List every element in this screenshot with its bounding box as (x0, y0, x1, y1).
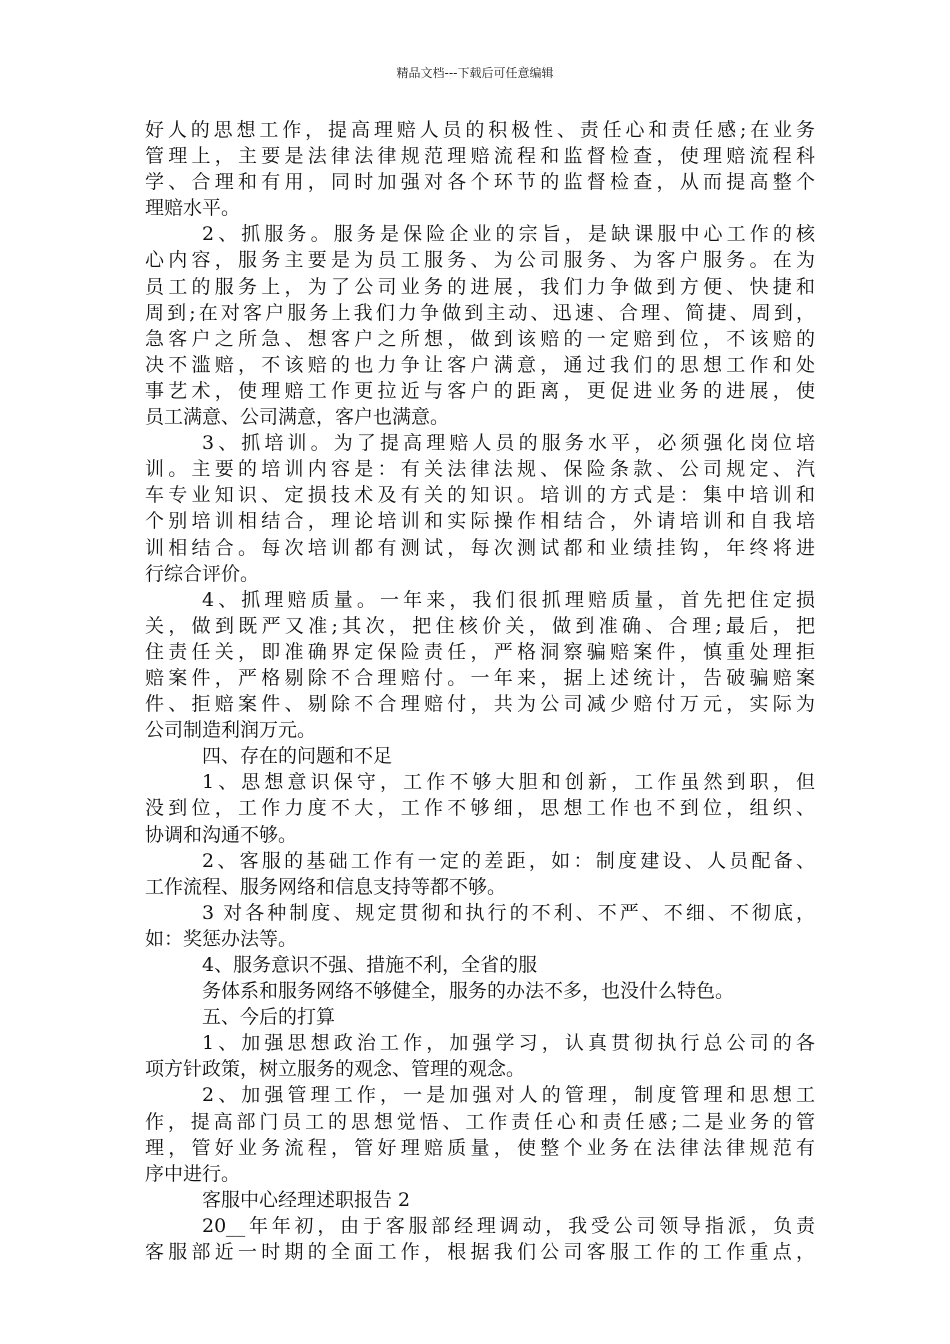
text-line: 没到位，工作力度不大，工作不够细，思想工作也不到位，组织、 (145, 797, 815, 820)
text-line: 住责任关，即准确界定保险责任，严格洞察骗赔案件，慎重处理拒 (145, 640, 815, 663)
text-line: 2、抓服务。服务是保险企业的宗旨，是缺课服中心工作的核 (202, 223, 815, 246)
text-line: 公司制造利润万元。 (145, 719, 317, 742)
text-line: 员工满意、公司满意，客户也满意。 (145, 406, 450, 429)
text-line: 急客户之所急、想客户之所想，做到该赔的一定赔到位，不该赔的 (145, 327, 815, 350)
text-line: 作，提高部门员工的思想觉悟、工作责任心和责任感;二是业务的管 (145, 1110, 815, 1133)
page-header: 精品文档---下载后可任意编辑 (396, 66, 554, 80)
text-line: 工作流程、服务网络和信息支持等都不够。 (145, 875, 507, 898)
section-heading: 五、今后的打算 (202, 1006, 336, 1029)
text-line: 理赔水平。 (145, 197, 241, 220)
text-line: 4、服务意识不强、措施不利，全省的服 (202, 954, 538, 976)
text-line: 员工的服务上，为了公司业务的进展，我们力争做到方便、快捷和 (145, 275, 815, 298)
text-line: 4、抓理赔质量。一年来，我们很抓理赔质量，首先把住定损 (202, 588, 815, 611)
text-line: 20__年年初，由于客服部经理调动，我受公司领导指派，负责 (202, 1214, 815, 1237)
text-line: 管理上，主要是法律法律规范理赔流程和监督检查，使理赔流程科 (145, 145, 815, 168)
text-line: 训。主要的培训内容是：有关法律法规、保险条款、公司规定、汽 (145, 458, 815, 481)
text-line: 2、加强管理工作，一是加强对人的管理，制度管理和思想工 (202, 1084, 815, 1107)
text-line: 如：奖惩办法等。 (145, 927, 298, 950)
text-line: 训相结合。每次培训都有测试，每次测试都和业绩挂钩，年终将进 (145, 536, 815, 559)
text-line: 1、加强思想政治工作，加强学习，认真贯彻执行总公司的各 (202, 1032, 815, 1055)
text-line: 事艺术，使理赔工作更拉近与客户的距离，更促进业务的进展，使 (145, 379, 815, 402)
text-line: 学、合理和有用，同时加强对各个环节的监督检查，从而提高整个 (145, 171, 815, 194)
text-line: 周到;在对客户服务上我们力争做到主动、迅速、合理、简捷、周到， (145, 301, 815, 324)
text-line: 序中进行。 (145, 1162, 241, 1185)
text-line: 协调和沟通不够。 (145, 823, 298, 846)
text-line: 决不滥赔，不该赔的也力争让客户满意，通过我们的思想工作和处 (145, 353, 815, 376)
text-line: 项方针政策，树立服务的观念、管理的观念。 (145, 1058, 526, 1081)
text-line: 好人的思想工作，提高理赔人员的积极性、责任心和责任感;在业务 (145, 119, 815, 141)
report-title: 客服中心经理述职报告 2 (202, 1188, 411, 1211)
text-line: 赔案件，严格剔除不合理赔付。一年来，据上述统计，告破骗赔案 (145, 666, 815, 689)
text-line: 心内容，服务主要是为员工服务、为公司服务、为客户服务。在为 (145, 249, 815, 272)
document-body (145, 117, 815, 1265)
section-heading: 四、存在的问题和不足 (202, 745, 393, 768)
text-line: 3 对各种制度、规定贯彻和执行的不利、不严、不细、不彻底， (202, 901, 815, 924)
text-line: 件、拒赔案件、剔除不合理赔付，共为公司减少赔付万元，实际为 (145, 693, 815, 716)
text-line: 车专业知识、定损技术及有关的知识。培训的方式是：集中培训和 (145, 484, 815, 507)
text-line: 客服部近一时期的全面工作，根据我们公司客服工作的工作重点， (145, 1241, 815, 1264)
text-line: 关，做到既严又准;其次，把住核价关，做到准确、合理;最后，把 (145, 614, 815, 637)
text-line: 3、抓培训。为了提高理赔人员的服务水平，必须强化岗位培 (202, 432, 815, 455)
text-line: 理，管好业务流程，管好理赔质量，使整个业务在法律法律规范有 (145, 1136, 815, 1159)
text-line: 个别培训相结合，理论培训和实际操作相结合，外请培训和自我培 (145, 510, 815, 533)
text-line: 行综合评价。 (145, 562, 260, 585)
text-line: 务体系和服务网络不够健全，服务的办法不多，也没什么特色。 (202, 980, 735, 1003)
text-line: 2、客服的基础工作有一定的差距，如：制度建设、人员配备、 (202, 849, 815, 872)
text-line: 1、思想意识保守，工作不够大胆和创新，工作虽然到职，但 (202, 771, 815, 794)
